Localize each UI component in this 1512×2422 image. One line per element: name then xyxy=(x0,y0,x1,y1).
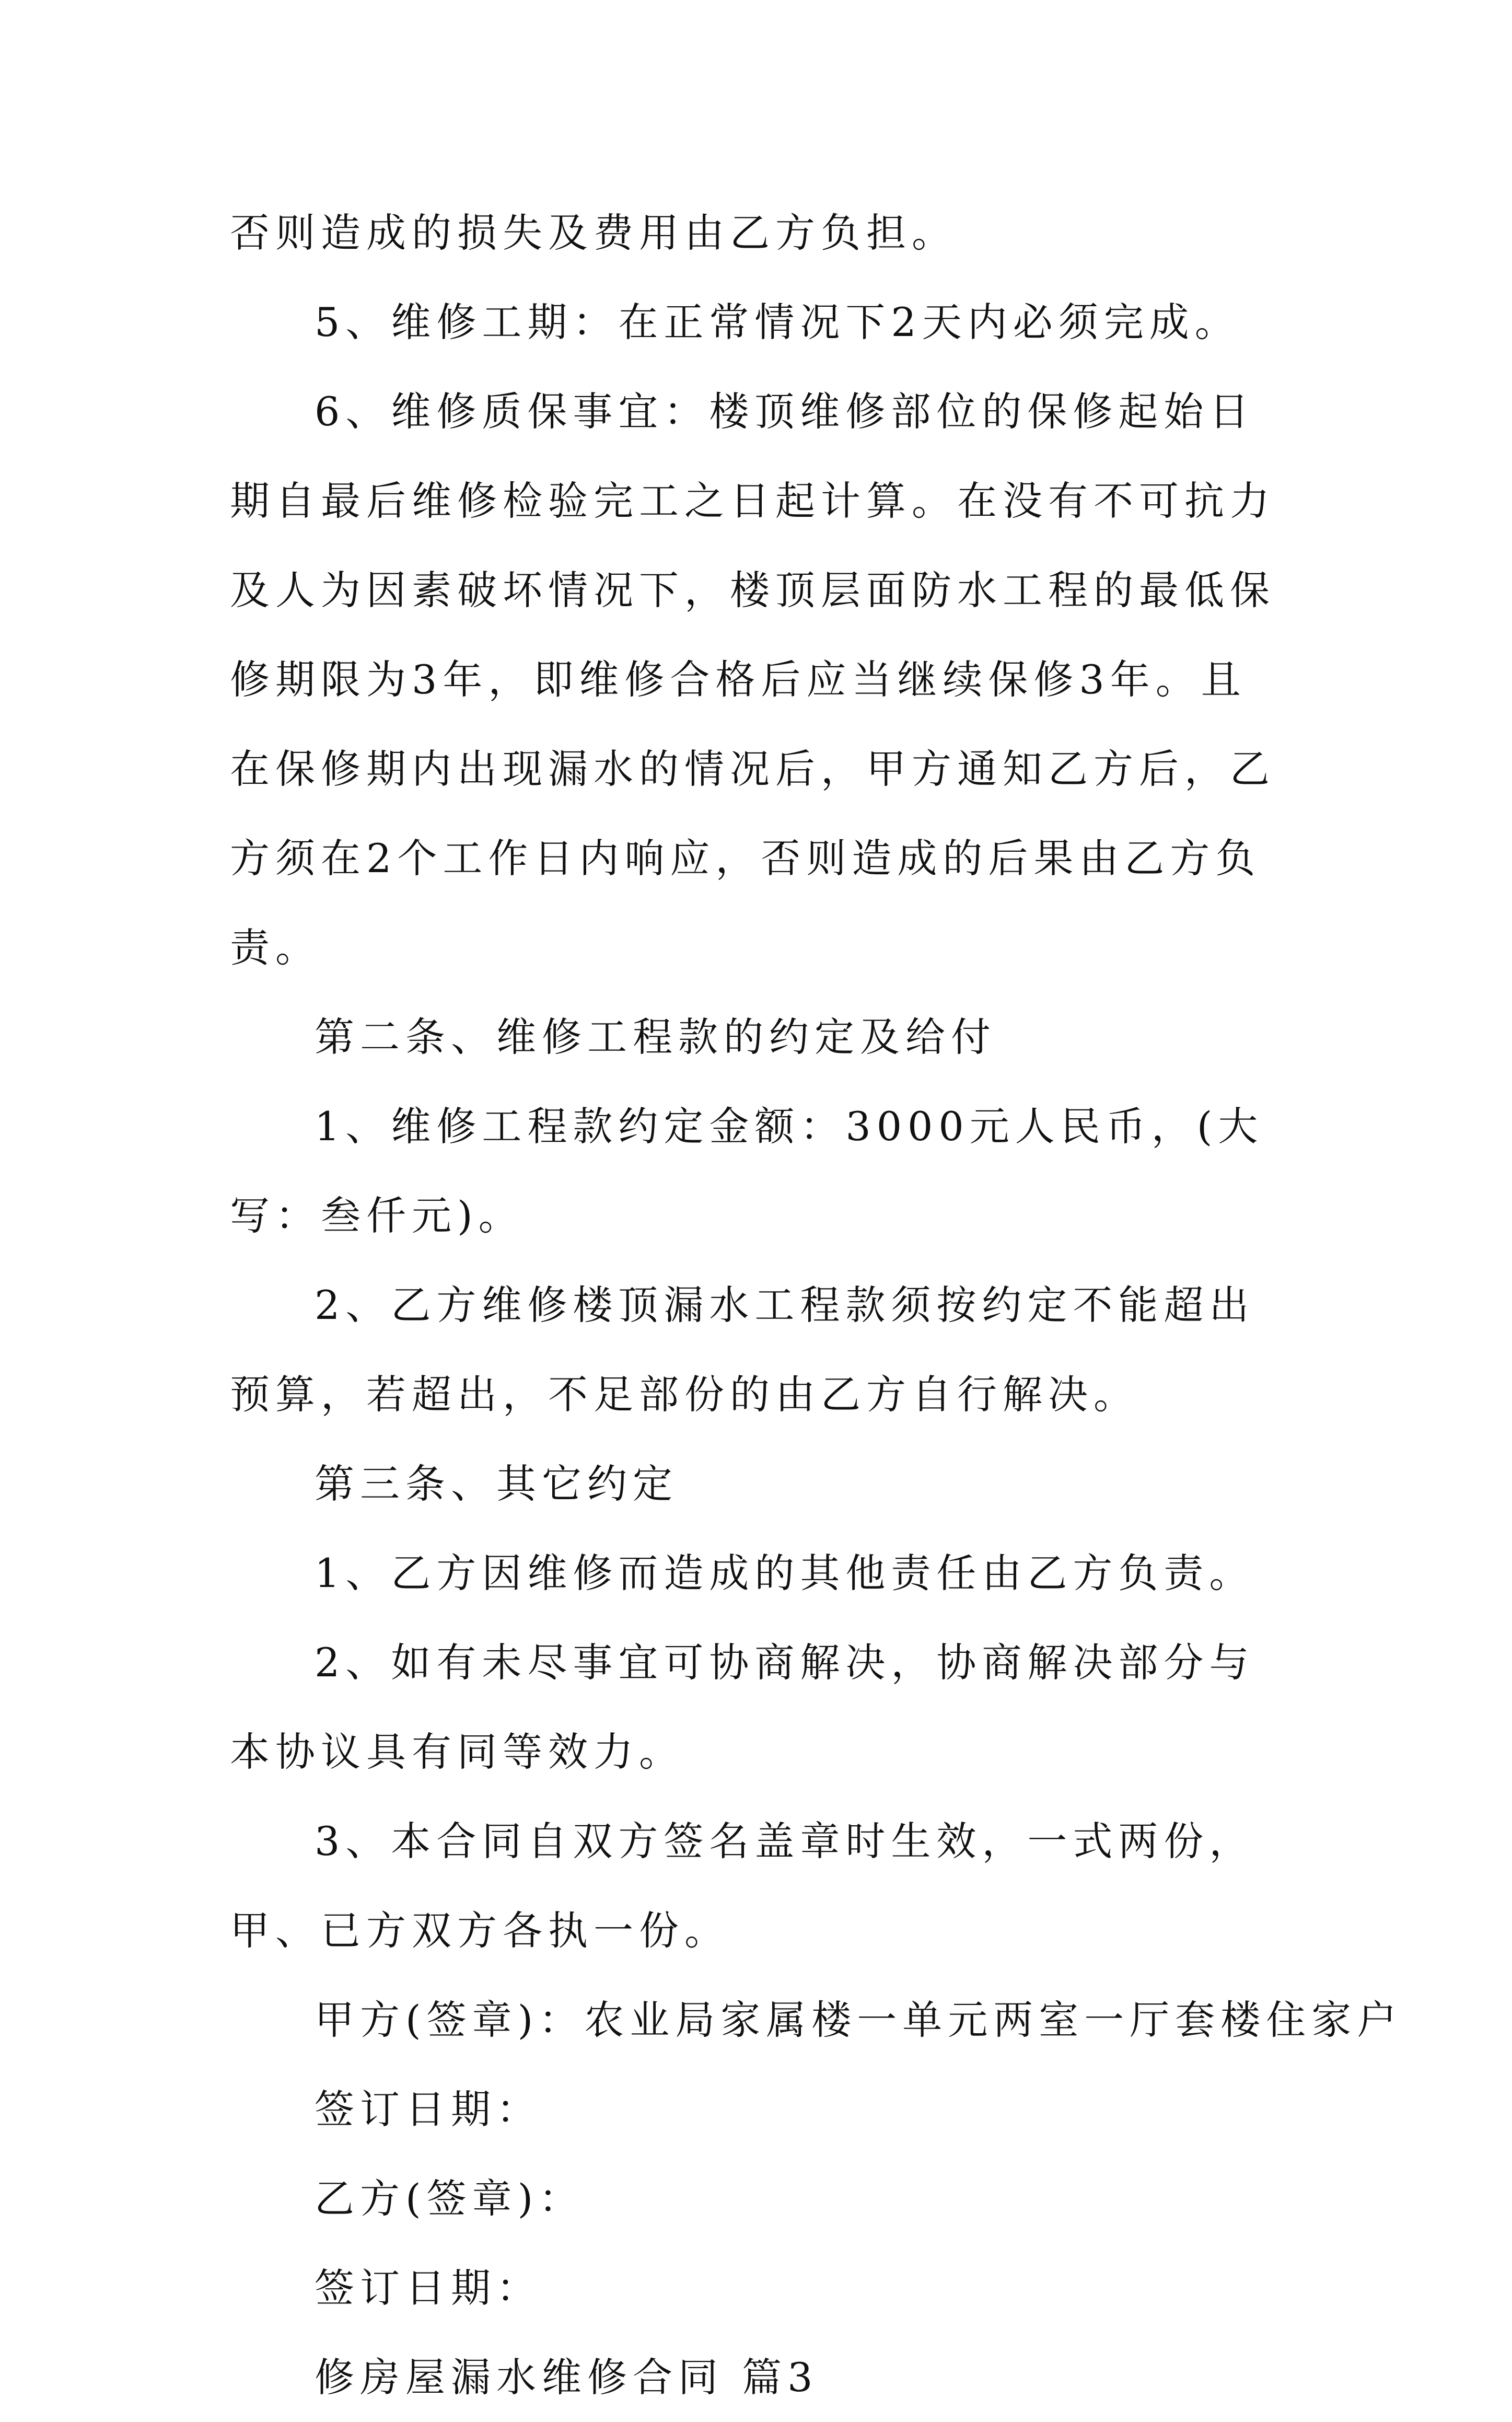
document-body xyxy=(230,188,1403,2422)
party-b-sign-date: 签订日期： xyxy=(315,2265,542,2311)
heading-article-two: 第二条、维修工程款的约定及给付 xyxy=(315,1014,996,1060)
party-a-signature: 甲方(签章)：农业局家属楼一单元两室一厅套楼住家户 xyxy=(315,1997,1403,2043)
heading-article-three: 第三条、其它约定 xyxy=(315,1461,678,1507)
paragraph-repair-period: 5、维修工期：在正常情况下2天内必须完成。 xyxy=(315,299,1240,345)
paragraph-payment-amount: 1、维修工程款约定金额：3000元人民币，(大写：叁仟元)。 xyxy=(230,1103,1264,1239)
paragraph-effective: 3、本合同自双方签名盖章时生效，一式两份，甲、已方双方各执一份。 xyxy=(230,1818,1255,1954)
next-contract-title: 修房屋漏水维修合同 篇3 xyxy=(315,2354,819,2401)
paragraph-warranty: 6、维修质保事宜：楼顶维修部位的保修起始日期自最后维修检验完工之日起计算。在没有不可抗力及人为因素破坏情况下，楼顶层面防水工程的最低保修期限为3年，即维修合格后应当继续保修3年。且在保修期内出现漏水的情况后，甲方通知乙方后，乙方须在2个工作日内响应，否则造成的后果由乙方负责。 xyxy=(230,388,1275,971)
paragraph-budget: 2、乙方维修楼顶漏水工程款须按约定不能超出预算，若超出，不足部份的由乙方自行解决。 xyxy=(230,1282,1255,1418)
paragraph-negotiation: 2、如有未尽事宜可协商解决，协商解决部分与本协议具有同等效力。 xyxy=(230,1639,1255,1775)
paragraph-loss-liability: 否则造成的损失及费用由乙方负担。 xyxy=(230,210,957,256)
paragraph-other-liability: 1、乙方因维修而造成的其他责任由乙方负责。 xyxy=(315,1550,1255,1596)
party-b-signature: 乙方(签章)： xyxy=(315,2175,585,2222)
party-a-sign-date: 签订日期： xyxy=(315,2086,542,2133)
